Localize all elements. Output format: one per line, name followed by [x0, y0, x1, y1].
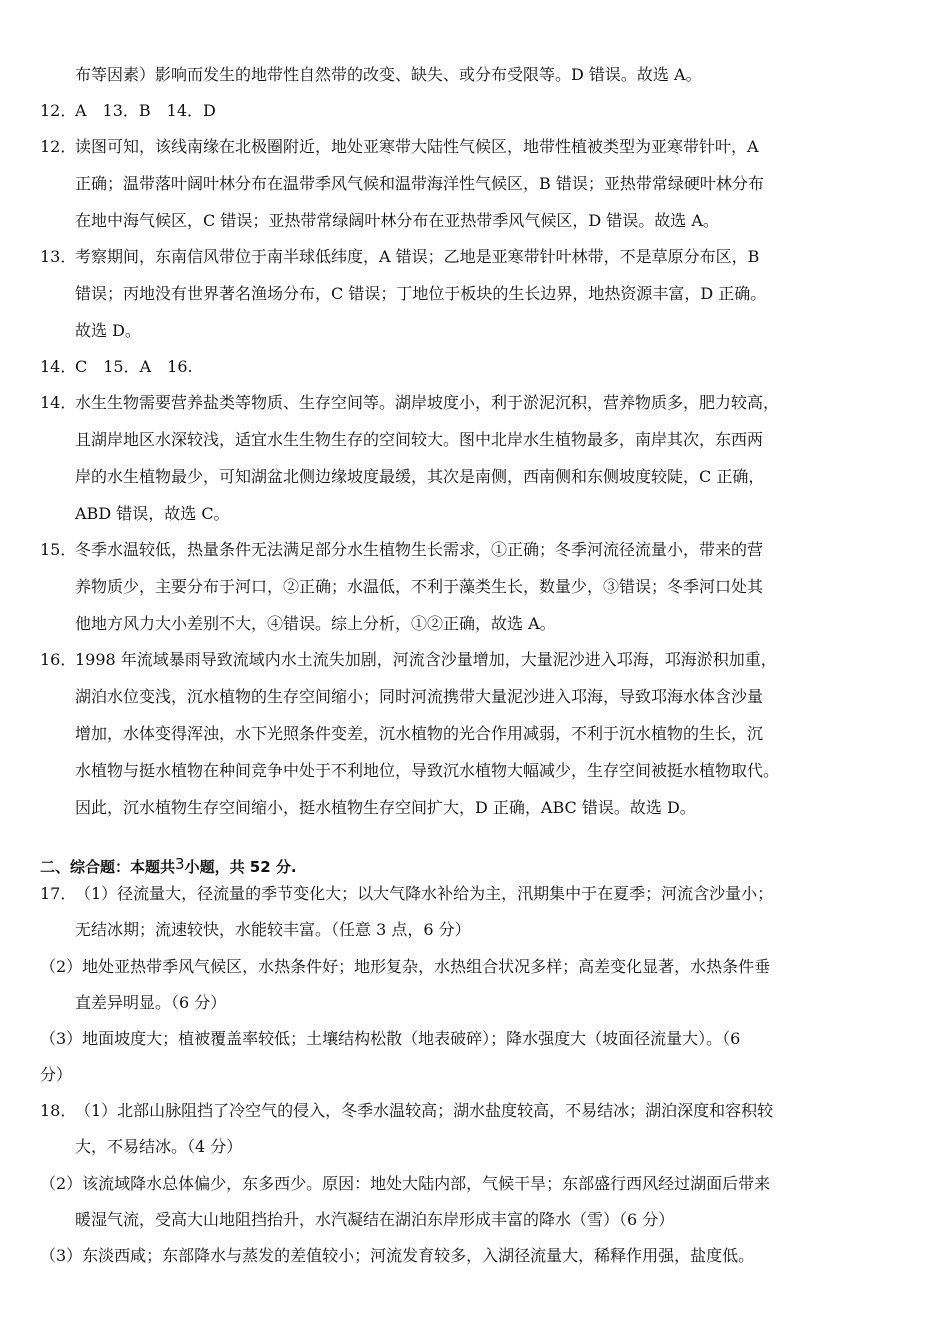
question-number-13: 13．	[40, 247, 77, 266]
section-2-heading	[40, 856, 297, 878]
answer-number-14: 14．	[40, 357, 77, 376]
section-2-prefix: 二、综合题：本题共	[40, 858, 176, 876]
q16-line-3: 增加，水体变得浑浊，水下光照条件变差，沉水植物的光合作用减弱，不利于沉水植物的生长，沉	[75, 724, 764, 743]
q18-part1-line-2: 大，不易结冰。（4 分）	[75, 1137, 243, 1156]
prev-explanation-tail: 布等因素）影响而发生的地带性自然带的改变、缺失、或分布受限等。D 错误。故选 A。	[75, 65, 702, 84]
q17-part1-line-1: （1）径流量大，径流量的季节变化大；以大气降水补给为主，汛期集中于在夏季；河流含沙量小；	[75, 884, 774, 903]
q12-line-3: 在地中海气候区，C 错误；亚热带常绿阔叶林分布在亚热带季风气候区，D 错误。故选 A。	[75, 211, 719, 230]
question-number-14: 14．	[40, 393, 77, 412]
q18-part3-line-1: （3）东淡西咸；东部降水与蒸发的差值较小；河流发育较多，入湖径流量大，稀释作用强，盐度低。	[40, 1246, 755, 1265]
section-2-count: 3	[175, 855, 185, 873]
q18-part2-line-2: 暖湿气流，受高大山地阻挡抬升，水汽凝结在湖泊东岸形成丰富的降水（雪）（6 分）	[75, 1210, 675, 1229]
answers-12-14: A 13．B 14．D	[75, 101, 216, 120]
q18-part2-line-1: （2）该流域降水总体偏少，东多西少。原因：地处大陆内部，气候干旱；东部盛行西风经过湖面后带来	[40, 1174, 771, 1193]
q14-line-1: 水生生物需要营养盐类等物质、生存空间等。湖岸坡度小，利于淤泥沉积，营养物质多，肥力较高，	[75, 393, 780, 412]
question-number-12: 12．	[40, 137, 77, 156]
q18-part1-line-1: （1）北部山脉阻挡了冷空气的侵入，冬季水温较高；湖水盐度较高，不易结冰；湖泊深度和容积较	[75, 1101, 774, 1120]
q15-line-2: 养物质少，主要分布于河口，②正确；水温低，不利于藻类生长，数量少，③错误；冬季河口处其	[75, 577, 764, 596]
q15-line-1: 冬季水温较低，热量条件无法满足部分水生植物生长需求，①正确；冬季河流径流量小，带来的营	[75, 540, 764, 559]
q17-part3-line-2: 分）	[40, 1065, 73, 1084]
q14-line-2: 且湖岸地区水深较浅，适宜水生生物生存的空间较大。图中北岸水生植物最多，南岸其次，东西两	[75, 430, 764, 449]
q17-part1-line-2: 无结冰期；流速较快，水能较丰富。（任意 3 点，6 分）	[75, 920, 471, 939]
q12-line-2: 正确；温带落叶阔叶林分布在温带季风气候和温带海洋性气候区，B 错误；亚热带常绿硬叶林分布	[75, 174, 764, 193]
q16-line-2: 湖泊水位变浅，沉水植物的生存空间缩小；同时河流携带大量泥沙进入邛海，导致邛海水体含沙量	[75, 687, 764, 706]
q13-line-3: 故选 D。	[75, 321, 141, 340]
q16-line-4: 水植物与挺水植物在种间竞争中处于不利地位，导致沉水植物大幅减少，生存空间被挺水植物取代。	[75, 761, 780, 780]
section-2-suffix: 小题，共 52 分.	[184, 858, 297, 876]
q15-line-3: 他地方风力大小差别不大，④错误。综上分析，①②正确，故选 A。	[75, 614, 556, 633]
q17-part2-line-1: （2）地处亚热带季风气候区，水热条件好；地形复杂，水热组合状况多样；高差变化显著，水热条件垂	[40, 957, 771, 976]
answer-number-12: 12．	[40, 101, 77, 120]
question-number-17: 17．	[40, 884, 77, 903]
q13-line-1: 考察期间，东南信风带位于南半球低纬度，A 错误；乙地是亚寒带针叶林带，不是草原分布区，B	[75, 247, 760, 266]
question-number-15: 15．	[40, 540, 77, 559]
q13-line-2: 错误；丙地没有世界著名渔场分布，C 错误；丁地位于板块的生长边界，地热资源丰富，D 正确。	[75, 284, 767, 303]
q17-part2-line-2: 直差异明显。（6 分）	[75, 993, 227, 1012]
question-number-18: 18．	[40, 1101, 77, 1120]
q16-line-5: 因此，沉水植物生存空间缩小，挺水植物生存空间扩大，D 正确，ABC 错误。故选 D。	[75, 798, 696, 817]
q14-line-4: ABD 错误，故选 C。	[75, 504, 230, 523]
q16-line-1: 1998 年流域暴雨导致流域内水土流失加剧，河流含沙量增加，大量泥沙进入邛海，邛海淤积加重，	[75, 650, 777, 669]
answers-14-16: C 15．A 16.	[75, 357, 193, 376]
q12-line-1: 读图可知，该线南缘在北极圈附近，地处亚寒带大陆性气候区，地带性植被类型为亚寒带针叶，A	[75, 137, 759, 156]
question-number-16: 16．	[40, 650, 77, 669]
q14-line-3: 岸的水生植物最少，可知湖盆北侧边缘坡度最缓，其次是南侧，西南侧和东侧坡度较陡，C 正确，	[75, 467, 765, 486]
q17-part3-line-1: （3）地面坡度大；植被覆盖率较低；土壤结构松散（地表破碎）；降水强度大（坡面径流量大）。（6	[40, 1029, 741, 1048]
